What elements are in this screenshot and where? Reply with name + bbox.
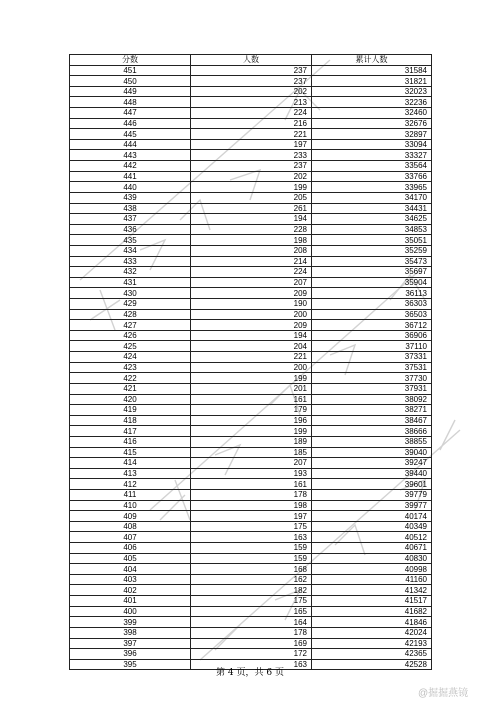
- cell-count: 228: [191, 224, 312, 235]
- table-row: [70, 161, 432, 172]
- cell-count: 224: [191, 267, 312, 278]
- cell-score: 397: [70, 638, 191, 649]
- table-row: [70, 235, 432, 246]
- table-row: [70, 606, 432, 617]
- cell-cumulative: 42365: [312, 649, 432, 660]
- cell-count: 209: [191, 288, 312, 299]
- cell-count: 224: [191, 108, 312, 119]
- cell-score: 400: [70, 606, 191, 617]
- cell-cumulative: 36113: [312, 288, 432, 299]
- table-row: [70, 532, 432, 543]
- cell-cumulative: 34170: [312, 192, 432, 203]
- cell-count: 202: [191, 86, 312, 97]
- cell-score: 451: [70, 65, 191, 76]
- cell-cumulative: 39247: [312, 458, 432, 469]
- table-row: [70, 245, 432, 256]
- cell-count: 159: [191, 553, 312, 564]
- cell-score: 424: [70, 352, 191, 363]
- cell-cumulative: 36906: [312, 330, 432, 341]
- table-row: [70, 320, 432, 331]
- cell-cumulative: 32676: [312, 118, 432, 129]
- cell-score: 425: [70, 341, 191, 352]
- table-row: [70, 150, 432, 161]
- cell-score: 444: [70, 139, 191, 150]
- table-row: [70, 415, 432, 426]
- cell-score: 408: [70, 521, 191, 532]
- cell-score: 414: [70, 458, 191, 469]
- cell-count: 199: [191, 373, 312, 384]
- cell-score: 426: [70, 330, 191, 341]
- table-row: [70, 139, 432, 150]
- cell-cumulative: 42193: [312, 638, 432, 649]
- cell-cumulative: 41517: [312, 596, 432, 607]
- table-row: [70, 288, 432, 299]
- cell-cumulative: 40349: [312, 521, 432, 532]
- table-row: [70, 299, 432, 310]
- table-row: [70, 203, 432, 214]
- cell-score: 432: [70, 267, 191, 278]
- cell-cumulative: 40512: [312, 532, 432, 543]
- cell-cumulative: 37531: [312, 362, 432, 373]
- cell-cumulative: 40174: [312, 511, 432, 522]
- cell-count: 185: [191, 447, 312, 458]
- cell-score: 402: [70, 585, 191, 596]
- table-row: [70, 405, 432, 416]
- cell-count: 261: [191, 203, 312, 214]
- cell-cumulative: 40998: [312, 564, 432, 575]
- cell-count: 179: [191, 405, 312, 416]
- cell-score: 415: [70, 447, 191, 458]
- watermark-account: @掘掘燕镜: [418, 688, 469, 699]
- cell-count: 199: [191, 426, 312, 437]
- cell-cumulative: 35697: [312, 267, 432, 278]
- cell-cumulative: 39440: [312, 468, 432, 479]
- cell-count: 168: [191, 564, 312, 575]
- cell-count: 237: [191, 161, 312, 172]
- table-row: [70, 108, 432, 119]
- cell-cumulative: 35051: [312, 235, 432, 246]
- cell-cumulative: 34431: [312, 203, 432, 214]
- cell-count: 193: [191, 468, 312, 479]
- cell-score: 406: [70, 543, 191, 554]
- table-row: [70, 309, 432, 320]
- table-row: [70, 256, 432, 267]
- cell-count: 214: [191, 256, 312, 267]
- cell-score: 442: [70, 161, 191, 172]
- table-row: [70, 182, 432, 193]
- cell-count: 163: [191, 532, 312, 543]
- cell-cumulative: 32236: [312, 97, 432, 108]
- cell-cumulative: 41160: [312, 574, 432, 585]
- cell-score: 403: [70, 574, 191, 585]
- cell-score: 438: [70, 203, 191, 214]
- cell-count: 201: [191, 383, 312, 394]
- cell-cumulative: 34853: [312, 224, 432, 235]
- table-row: [70, 97, 432, 108]
- table-header-row: [70, 55, 432, 66]
- cell-cumulative: 37730: [312, 373, 432, 384]
- cell-count: 202: [191, 171, 312, 182]
- cell-count: 207: [191, 458, 312, 469]
- cell-score: 449: [70, 86, 191, 97]
- cell-count: 198: [191, 235, 312, 246]
- table-row: [70, 171, 432, 182]
- cell-count: 189: [191, 436, 312, 447]
- cell-cumulative: 39977: [312, 500, 432, 511]
- table-row: [70, 86, 432, 97]
- cell-count: 207: [191, 277, 312, 288]
- cell-score: 404: [70, 564, 191, 575]
- cell-score: 429: [70, 299, 191, 310]
- cell-score: 419: [70, 405, 191, 416]
- cell-count: 164: [191, 617, 312, 628]
- cell-cumulative: 32460: [312, 108, 432, 119]
- cell-count: 161: [191, 394, 312, 405]
- cell-count: 237: [191, 65, 312, 76]
- cell-cumulative: 36303: [312, 299, 432, 310]
- cell-count: 196: [191, 415, 312, 426]
- table-row: [70, 330, 432, 341]
- table-row: [70, 585, 432, 596]
- table-row: [70, 362, 432, 373]
- cell-cumulative: 42024: [312, 627, 432, 638]
- table-row: [70, 596, 432, 607]
- cell-count: 163: [191, 659, 312, 670]
- cell-count: 209: [191, 320, 312, 331]
- cell-cumulative: 39779: [312, 489, 432, 500]
- table-row: [70, 447, 432, 458]
- table-row: [70, 521, 432, 532]
- cell-cumulative: 33965: [312, 182, 432, 193]
- cell-count: 172: [191, 649, 312, 660]
- cell-score: 420: [70, 394, 191, 405]
- cell-cumulative: 41682: [312, 606, 432, 617]
- cell-cumulative: 39040: [312, 447, 432, 458]
- cell-score: 401: [70, 596, 191, 607]
- cell-count: 182: [191, 585, 312, 596]
- cell-count: 198: [191, 500, 312, 511]
- cell-score: 423: [70, 362, 191, 373]
- cell-count: 200: [191, 362, 312, 373]
- table-row: [70, 76, 432, 87]
- table-row: [70, 267, 432, 278]
- cell-cumulative: 42528: [312, 659, 432, 670]
- cell-score: 446: [70, 118, 191, 129]
- cell-score: 433: [70, 256, 191, 267]
- table-row: [70, 574, 432, 585]
- cell-count: 199: [191, 182, 312, 193]
- cell-score: 427: [70, 320, 191, 331]
- cell-score: 416: [70, 436, 191, 447]
- cell-count: 175: [191, 596, 312, 607]
- table-row: [70, 373, 432, 384]
- table-row: [70, 436, 432, 447]
- cell-cumulative: 31821: [312, 76, 432, 87]
- cell-score: 441: [70, 171, 191, 182]
- header-cumulative: 累计人数: [312, 55, 432, 66]
- cell-cumulative: 33564: [312, 161, 432, 172]
- table-row: [70, 277, 432, 288]
- cell-cumulative: 38467: [312, 415, 432, 426]
- cell-cumulative: 39601: [312, 479, 432, 490]
- cell-count: 194: [191, 214, 312, 225]
- header-score: 分数: [70, 55, 191, 66]
- table-body: [70, 65, 432, 670]
- cell-cumulative: 33766: [312, 171, 432, 182]
- table-row: [70, 500, 432, 511]
- table-row: [70, 553, 432, 564]
- cell-score: 412: [70, 479, 191, 490]
- table-row: [70, 341, 432, 352]
- cell-count: 162: [191, 574, 312, 585]
- cell-score: 405: [70, 553, 191, 564]
- cell-count: 200: [191, 309, 312, 320]
- cell-score: 421: [70, 383, 191, 394]
- cell-count: 190: [191, 299, 312, 310]
- cell-count: 161: [191, 479, 312, 490]
- table-row: [70, 118, 432, 129]
- cell-count: 221: [191, 352, 312, 363]
- cell-score: 398: [70, 627, 191, 638]
- table-row: [70, 129, 432, 140]
- cell-score: 431: [70, 277, 191, 288]
- cell-cumulative: 38666: [312, 426, 432, 437]
- table-row: [70, 489, 432, 500]
- cell-cumulative: 37931: [312, 383, 432, 394]
- cell-score: 439: [70, 192, 191, 203]
- table-row: [70, 214, 432, 225]
- cell-cumulative: 37110: [312, 341, 432, 352]
- table-row: [70, 224, 432, 235]
- cell-count: 178: [191, 489, 312, 500]
- cell-score: 422: [70, 373, 191, 384]
- cell-cumulative: 38855: [312, 436, 432, 447]
- table-row: [70, 649, 432, 660]
- cell-cumulative: 33327: [312, 150, 432, 161]
- table-row: [70, 383, 432, 394]
- cell-count: 205: [191, 192, 312, 203]
- cell-count: 204: [191, 341, 312, 352]
- table-row: [70, 564, 432, 575]
- cell-count: 159: [191, 543, 312, 554]
- table-row: [70, 192, 432, 203]
- cell-score: 434: [70, 245, 191, 256]
- cell-score: 413: [70, 468, 191, 479]
- cell-cumulative: 35904: [312, 277, 432, 288]
- cell-cumulative: 41342: [312, 585, 432, 596]
- cell-score: 447: [70, 108, 191, 119]
- cell-score: 399: [70, 617, 191, 628]
- cell-cumulative: 35473: [312, 256, 432, 267]
- cell-score: 418: [70, 415, 191, 426]
- cell-count: 169: [191, 638, 312, 649]
- header-count: 人数: [191, 55, 312, 66]
- cell-score: 430: [70, 288, 191, 299]
- cell-count: 178: [191, 627, 312, 638]
- table-row: [70, 458, 432, 469]
- cell-count: 237: [191, 76, 312, 87]
- cell-score: 445: [70, 129, 191, 140]
- cell-cumulative: 33094: [312, 139, 432, 150]
- cell-cumulative: 37331: [312, 352, 432, 363]
- table-row: [70, 479, 432, 490]
- cell-cumulative: 31584: [312, 65, 432, 76]
- cell-count: 197: [191, 511, 312, 522]
- cell-score: 437: [70, 214, 191, 225]
- cell-count: 208: [191, 245, 312, 256]
- table-row: [70, 627, 432, 638]
- cell-score: 396: [70, 649, 191, 660]
- cell-score: 407: [70, 532, 191, 543]
- cell-score: 428: [70, 309, 191, 320]
- cell-score: 436: [70, 224, 191, 235]
- table-row: [70, 426, 432, 437]
- table-row: [70, 617, 432, 628]
- cell-cumulative: 35259: [312, 245, 432, 256]
- table-row: [70, 394, 432, 405]
- cell-cumulative: 40830: [312, 553, 432, 564]
- cell-count: 216: [191, 118, 312, 129]
- cell-cumulative: 40671: [312, 543, 432, 554]
- cell-cumulative: 34625: [312, 214, 432, 225]
- cell-score: 410: [70, 500, 191, 511]
- table-row: [70, 543, 432, 554]
- cell-count: 197: [191, 139, 312, 150]
- cell-score: 450: [70, 76, 191, 87]
- score-table: [69, 54, 432, 670]
- cell-score: 448: [70, 97, 191, 108]
- table-row: [70, 511, 432, 522]
- cell-cumulative: 38271: [312, 405, 432, 416]
- cell-cumulative: 38092: [312, 394, 432, 405]
- cell-count: 165: [191, 606, 312, 617]
- cell-score: 395: [70, 659, 191, 670]
- cell-score: 443: [70, 150, 191, 161]
- cell-score: 440: [70, 182, 191, 193]
- cell-score: 411: [70, 489, 191, 500]
- cell-score: 435: [70, 235, 191, 246]
- cell-count: 175: [191, 521, 312, 532]
- table-row: [70, 468, 432, 479]
- cell-count: 194: [191, 330, 312, 341]
- page-number: 第 4 页，共 6 页: [216, 668, 284, 678]
- cell-cumulative: 36503: [312, 309, 432, 320]
- table-row: [70, 638, 432, 649]
- cell-score: 409: [70, 511, 191, 522]
- cell-count: 233: [191, 150, 312, 161]
- cell-cumulative: 41846: [312, 617, 432, 628]
- cell-score: 417: [70, 426, 191, 437]
- cell-cumulative: 32023: [312, 86, 432, 97]
- cell-cumulative: 36712: [312, 320, 432, 331]
- cell-count: 221: [191, 129, 312, 140]
- cell-cumulative: 32897: [312, 129, 432, 140]
- table-row: [70, 352, 432, 363]
- table-row: [70, 65, 432, 76]
- cell-count: 213: [191, 97, 312, 108]
